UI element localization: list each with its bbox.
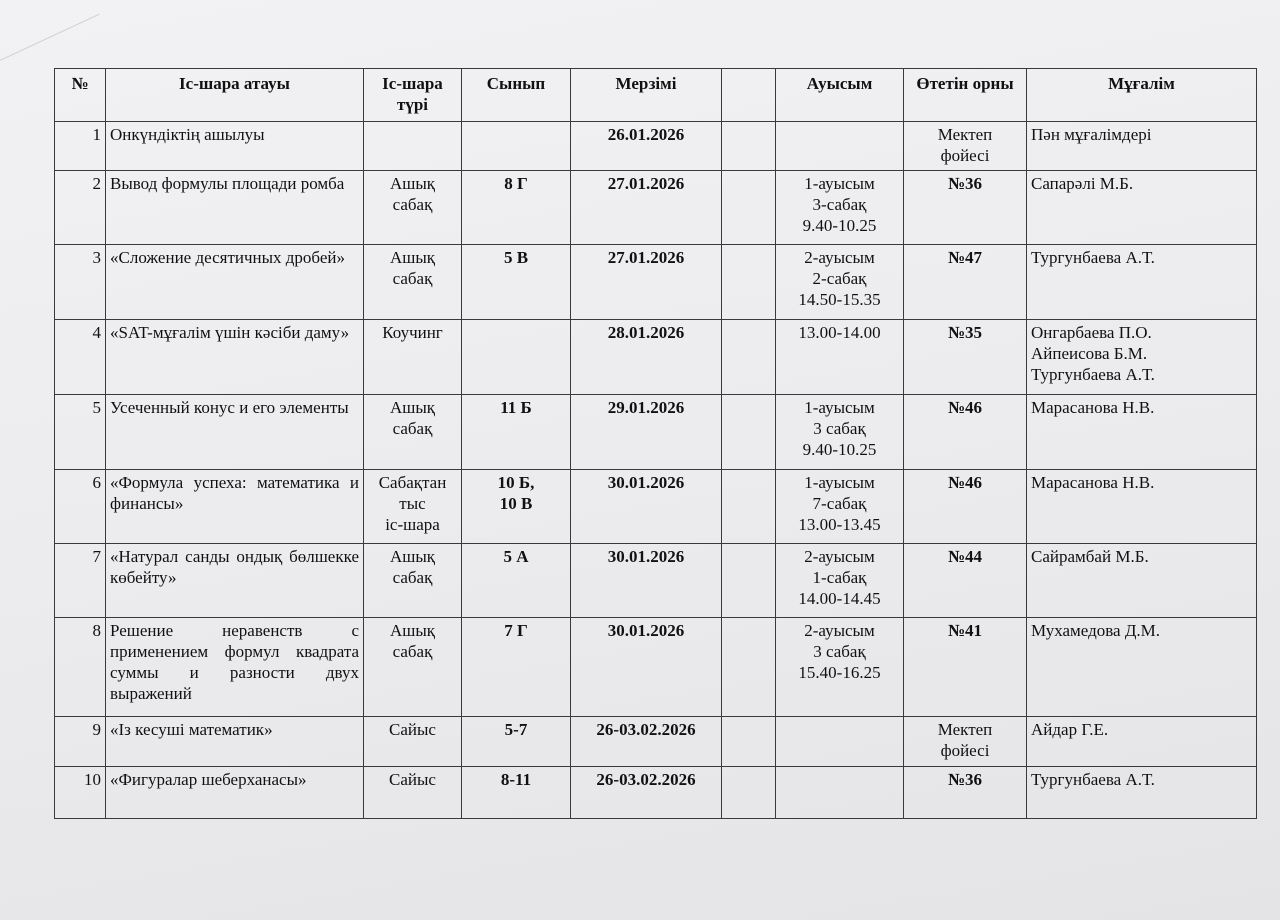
cell-teacher <box>1027 122 1257 171</box>
cell-shift <box>776 122 904 171</box>
cell-date <box>571 122 722 171</box>
cell-grade-line: 10 Б, <box>497 473 535 492</box>
table-row <box>55 618 1257 717</box>
cell-teacher <box>1027 245 1257 320</box>
cell-event-type <box>364 171 462 245</box>
cell-place <box>904 717 1027 767</box>
cell-date <box>571 544 722 618</box>
cell-number <box>55 470 106 544</box>
cell-event-type-line: сабақ <box>392 642 433 661</box>
cell-date <box>571 245 722 320</box>
cell-empty <box>722 171 776 245</box>
cell-event-name-text: «Формула успеха: математика и финансы» <box>110 473 359 513</box>
cell-empty <box>722 544 776 618</box>
cell-date <box>571 320 722 395</box>
header-event-type: Іс-шара түрі <box>364 69 462 122</box>
cell-date-text: 27.01.2026 <box>607 248 685 267</box>
cell-teacher <box>1027 618 1257 717</box>
header-empty <box>722 69 776 122</box>
cell-shift-line: 13.00-13.45 <box>798 515 881 534</box>
cell-teacher <box>1027 544 1257 618</box>
table-row <box>55 767 1257 819</box>
cell-number-text: 3 <box>92 248 101 267</box>
cell-event-type-line: Ашық <box>389 174 436 193</box>
cell-event-type-line: Ашық <box>389 248 436 267</box>
table-row <box>55 470 1257 544</box>
cell-grade-line: 11 Б <box>500 398 532 417</box>
cell-grade <box>462 717 571 767</box>
cell-number <box>55 245 106 320</box>
cell-event-type <box>364 544 462 618</box>
cell-shift-line: 3 сабақ <box>813 642 866 661</box>
cell-event-type-line: Сайыс <box>389 720 436 739</box>
cell-number <box>55 544 106 618</box>
cell-event-name-text: Онкүндіктің ашылуы <box>110 125 265 144</box>
cell-date-text: 28.01.2026 <box>607 323 685 342</box>
header-place: Өтетін орны <box>904 69 1027 122</box>
cell-event-name <box>106 171 364 245</box>
cell-event-type-line: сабақ <box>392 195 433 214</box>
cell-place <box>904 245 1027 320</box>
cell-shift-line: 2-ауысым <box>804 621 875 640</box>
cell-date <box>571 395 722 470</box>
cell-event-type-line: сабақ <box>392 419 433 438</box>
cell-event-type-line: Ашық <box>389 621 436 640</box>
cell-shift-line: 3-сабақ <box>812 195 867 214</box>
cell-event-type <box>364 122 462 171</box>
cell-place <box>904 122 1027 171</box>
cell-grade <box>462 395 571 470</box>
cell-empty <box>722 395 776 470</box>
cell-event-name <box>106 767 364 819</box>
cell-place <box>904 618 1027 717</box>
cell-event-name <box>106 245 364 320</box>
cell-event-type <box>364 245 462 320</box>
cell-place-line: №36 <box>947 174 983 193</box>
cell-date <box>571 470 722 544</box>
cell-shift <box>776 767 904 819</box>
header-number: № <box>55 69 106 122</box>
cell-empty <box>722 122 776 171</box>
cell-shift-line: 1-ауысым <box>804 174 875 193</box>
cell-place <box>904 171 1027 245</box>
cell-teacher <box>1027 395 1257 470</box>
cell-event-type <box>364 320 462 395</box>
cell-grade-line: 5 А <box>503 547 529 566</box>
cell-date-text: 26.01.2026 <box>607 125 685 144</box>
cell-teacher-line: Сапарәлі М.Б. <box>1031 174 1134 193</box>
cell-place-line: фойесі <box>940 146 990 165</box>
cell-shift <box>776 320 904 395</box>
cell-event-type-line: Коучинг <box>382 323 443 342</box>
cell-number-text: 2 <box>92 174 101 193</box>
cell-teacher <box>1027 717 1257 767</box>
cell-event-type-line: Ашық <box>389 547 436 566</box>
cell-event-name-text: Усеченный конус и его элементы <box>110 398 349 417</box>
cell-grade <box>462 470 571 544</box>
cell-number <box>55 171 106 245</box>
cell-empty <box>722 245 776 320</box>
cell-date-text: 27.01.2026 <box>607 174 685 193</box>
cell-date-text: 26-03.02.2026 <box>596 720 696 739</box>
cell-shift <box>776 544 904 618</box>
cell-place-line: №35 <box>947 323 983 342</box>
cell-teacher-line: Марасанова Н.В. <box>1031 473 1155 492</box>
cell-number <box>55 320 106 395</box>
table-row <box>55 320 1257 395</box>
table-row <box>55 171 1257 245</box>
cell-number-text: 9 <box>92 720 101 739</box>
cell-shift-line: 14.50-15.35 <box>798 290 881 309</box>
cell-event-type <box>364 717 462 767</box>
cell-teacher-line: Марасанова Н.В. <box>1031 398 1155 417</box>
cell-grade-line: 7 Г <box>504 621 528 640</box>
cell-place-line: №44 <box>947 547 983 566</box>
cell-event-name-text: «Фигуралар шеберханасы» <box>110 770 307 789</box>
cell-shift-line: 7-сабақ <box>812 494 867 513</box>
cell-place-line: Мектеп <box>937 125 993 144</box>
cell-date <box>571 717 722 767</box>
cell-teacher <box>1027 470 1257 544</box>
cell-grade <box>462 171 571 245</box>
cell-teacher-line: Сайрамбай М.Б. <box>1031 547 1149 566</box>
cell-grade <box>462 767 571 819</box>
cell-place <box>904 320 1027 395</box>
cell-shift-line: 1-ауысым <box>804 473 875 492</box>
cell-shift-line: 14.00-14.45 <box>798 589 881 608</box>
cell-place-line: фойесі <box>940 741 990 760</box>
header-grade: Сынып <box>462 69 571 122</box>
cell-teacher-line: Айдар Г.Е. <box>1031 720 1109 739</box>
cell-event-name-text: Решение неравенств с применением формул квадрата суммы и разности двух выражений <box>110 621 359 703</box>
cell-teacher <box>1027 767 1257 819</box>
cell-number-text: 1 <box>92 125 101 144</box>
cell-grade <box>462 245 571 320</box>
table-row <box>55 544 1257 618</box>
cell-number <box>55 717 106 767</box>
cell-shift-line: 13.00-14.00 <box>798 323 881 342</box>
cell-empty <box>722 470 776 544</box>
cell-event-name <box>106 320 364 395</box>
cell-teacher-line: Тургунбаева А.Т. <box>1031 248 1155 267</box>
cell-place <box>904 544 1027 618</box>
cell-shift-line: 2-ауысым <box>804 547 875 566</box>
cell-event-type-line: Сайыс <box>389 770 436 789</box>
cell-event-name-text: «Сложение десятичных дробей» <box>110 248 346 267</box>
cell-place-line: №36 <box>947 770 983 789</box>
cell-grade-line: 5 В <box>503 248 529 267</box>
cell-date-text: 26-03.02.2026 <box>596 770 696 789</box>
cell-number <box>55 395 106 470</box>
header-teacher: Мұғалім <box>1027 69 1257 122</box>
cell-teacher-line: Тургунбаева А.Т. <box>1031 365 1155 384</box>
cell-event-name <box>106 470 364 544</box>
cell-grade-line: 8 Г <box>504 174 528 193</box>
cell-event-name <box>106 717 364 767</box>
table-row <box>55 122 1257 171</box>
cell-shift-line: 2-сабақ <box>812 269 867 288</box>
cell-empty <box>722 320 776 395</box>
cell-date-text: 30.01.2026 <box>607 473 685 492</box>
cell-teacher-line: Айпеисова Б.М. <box>1031 344 1148 363</box>
cell-shift-line: 1-ауысым <box>804 398 875 417</box>
table-header-row <box>55 69 1257 122</box>
cell-date <box>571 618 722 717</box>
cell-place <box>904 470 1027 544</box>
cell-event-type-line: іс-шара <box>385 515 440 534</box>
cell-shift <box>776 618 904 717</box>
cell-date <box>571 171 722 245</box>
cell-event-type-line: Сабақтан <box>378 473 447 492</box>
cell-grade-line: 8-11 <box>500 770 532 789</box>
cell-shift <box>776 395 904 470</box>
cell-event-type <box>364 767 462 819</box>
cell-grade <box>462 544 571 618</box>
cell-date-text: 30.01.2026 <box>607 621 685 640</box>
cell-date-text: 30.01.2026 <box>607 547 685 566</box>
table-row <box>55 395 1257 470</box>
cell-shift-line: 2-ауысым <box>804 248 875 267</box>
cell-shift-line: 9.40-10.25 <box>802 216 877 235</box>
cell-event-type-line: Ашық <box>389 398 436 417</box>
cell-place <box>904 395 1027 470</box>
cell-event-type <box>364 470 462 544</box>
cell-event-type <box>364 395 462 470</box>
cell-event-type-line: тыс <box>399 494 426 513</box>
cell-place-line: №47 <box>947 248 983 267</box>
cell-number <box>55 618 106 717</box>
cell-teacher-line: Тургунбаева А.Т. <box>1031 770 1155 789</box>
cell-event-type-line: сабақ <box>392 568 433 587</box>
cell-place-line: Мектеп <box>937 720 993 739</box>
cell-empty <box>722 717 776 767</box>
cell-grade <box>462 122 571 171</box>
cell-empty <box>722 618 776 717</box>
cell-grade-line: 10 В <box>499 494 533 513</box>
header-event-name: Іс-шара атауы <box>106 69 364 122</box>
cell-event-name <box>106 395 364 470</box>
cell-shift-line: 1-сабақ <box>812 568 867 587</box>
cell-number <box>55 122 106 171</box>
cell-shift-line: 3 сабақ <box>813 419 866 438</box>
cell-teacher-line: Онгарбаева П.О. <box>1031 323 1152 342</box>
header-date: Мерзімі <box>571 69 722 122</box>
cell-event-type-line: сабақ <box>392 269 433 288</box>
cell-shift <box>776 171 904 245</box>
table-row <box>55 717 1257 767</box>
cell-number-text: 6 <box>92 473 101 492</box>
cell-empty <box>722 767 776 819</box>
cell-shift <box>776 245 904 320</box>
cell-event-name <box>106 122 364 171</box>
cell-teacher-line: Пән мұғалімдері <box>1031 125 1152 144</box>
cell-number-text: 4 <box>92 323 101 342</box>
cell-event-name-text: «SAT-мұғалім үшін кәсіби даму» <box>110 323 350 342</box>
cell-date-text: 29.01.2026 <box>607 398 685 417</box>
cell-event-name <box>106 544 364 618</box>
cell-number <box>55 767 106 819</box>
cell-place-line: №46 <box>947 398 983 417</box>
cell-shift <box>776 717 904 767</box>
cell-event-name <box>106 618 364 717</box>
table-row <box>55 245 1257 320</box>
cell-grade-line: 5-7 <box>504 720 528 739</box>
cell-grade <box>462 618 571 717</box>
cell-teacher-line: Мухамедова Д.М. <box>1031 621 1161 640</box>
cell-date <box>571 767 722 819</box>
header-shift: Ауысым <box>776 69 904 122</box>
cell-shift-line: 9.40-10.25 <box>802 440 877 459</box>
cell-teacher <box>1027 171 1257 245</box>
cell-place <box>904 767 1027 819</box>
cell-event-name-text: «Натурал санды ондық бөлшекке көбейту» <box>110 547 359 587</box>
cell-place-line: №41 <box>947 621 983 640</box>
cell-shift <box>776 470 904 544</box>
cell-event-type <box>364 618 462 717</box>
cell-event-name-text: «Із кесуші математик» <box>110 720 273 739</box>
cell-event-name-text: Вывод формулы площади ромба <box>110 174 345 193</box>
cell-grade <box>462 320 571 395</box>
cell-place-line: №46 <box>947 473 983 492</box>
event-schedule-table <box>54 68 1257 819</box>
cell-number-text: 10 <box>84 770 101 789</box>
cell-shift-line: 15.40-16.25 <box>798 663 881 682</box>
cell-number-text: 8 <box>92 621 101 640</box>
cell-number-text: 7 <box>92 547 101 566</box>
cell-teacher <box>1027 320 1257 395</box>
cell-number-text: 5 <box>92 398 101 417</box>
